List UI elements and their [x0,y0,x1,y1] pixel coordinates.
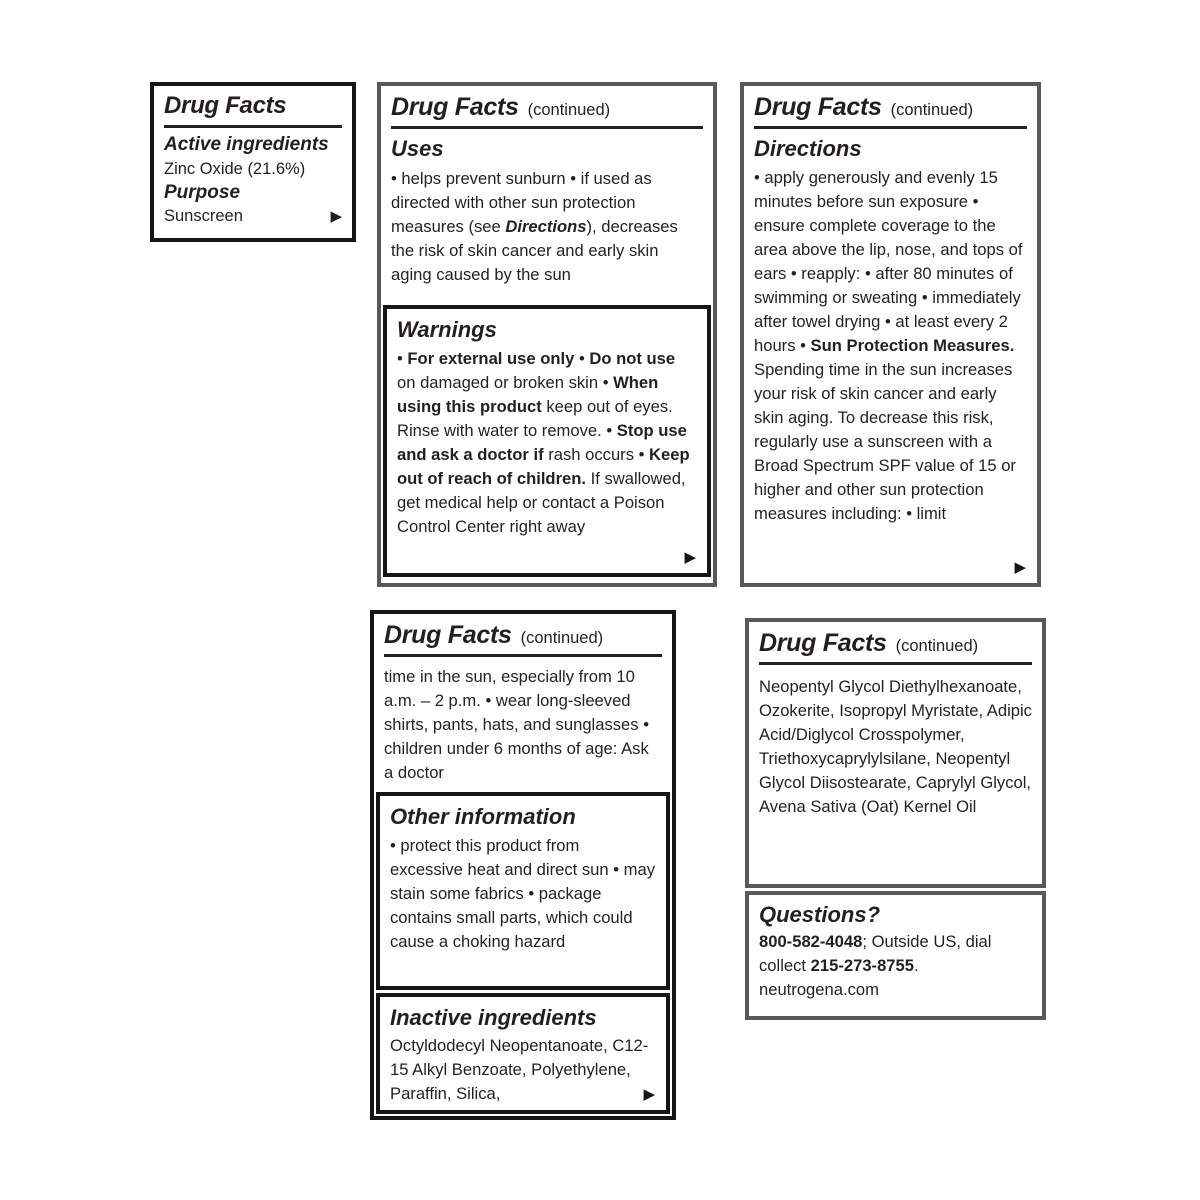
directions-heading: Directions [754,136,862,161]
directions-continuation-body: time in the sun, especially from 10 a.m. – 2 p.m. • wear long-sleeved shirts, pants, hats, and sunglasses • children under 6 months of age: Ask a doctor [384,667,649,782]
continued-label: (continued) [520,629,604,647]
inactive-ingredients-body: Octyldodecyl Neopentanoate, C12-15 Alkyl Benzoate, Polyethylene, Paraffin, Silica, [390,1036,649,1103]
drug-facts-title: Drug Facts (continued) [754,93,974,121]
continued-label: (continued) [895,637,979,655]
continue-arrow-icon: ▶ [330,208,342,226]
drug-facts-panel-other-inactive [370,610,676,1120]
other-information-heading: Other information [390,804,576,829]
drug-facts-panel-uses-warnings [377,82,717,587]
title-rule [391,126,703,129]
purpose-value: Sunscreen [164,207,243,226]
other-information-box [376,792,670,990]
drug-facts-title: Drug Facts (continued) [391,93,611,121]
active-ingredients-heading: Active ingredients [164,133,329,155]
drug-facts-panel-ingredients-continued [745,618,1046,888]
directions-body: • apply generously and evenly 15 minutes before sun exposure • ensure complete coverage to the area above the lip, nose, and tops of ears • reapply: • after 80 minutes of swimming or sweating • immediately after towel drying • at least every 2 hours • Sun Protection Measures. Spending time in the sun increases your risk of skin cancer and early skin aging. To decrease this risk, regularly use a sunscreen with a Broad Spectrum SPF value of 15 or higher and other sun protection measures including: • limit [754,167,1023,523]
active-ingredients-value: Zinc Oxide (21.6%) [164,159,306,178]
warnings-body: • For external use only • Do not use on damaged or broken skin • When using this product keep out of eyes. Rinse with water to remove. • Stop use and ask a doctor if rash occurs • Keep out of reach of children. If swallowed, get medical help or contact a Poison Control Center right away [397,348,690,536]
title-rule [759,662,1032,665]
continue-arrow-icon: ▶ [643,1086,655,1103]
continued-label: (continued) [890,101,974,119]
inactive-ingredients-box [376,993,670,1115]
warnings-heading: Warnings [397,317,497,342]
drug-facts-panel-directions [740,82,1041,587]
drug-facts-title: Drug Facts [164,92,287,119]
questions-panel [745,891,1046,1020]
purpose-heading: Purpose [164,181,241,203]
other-information-body: • protect this product from excessive heat and direct sun • may stain some fabrics • package contains small parts, which could cause a choking hazard [390,835,655,951]
title-rule [754,126,1027,129]
ingredients-continued-body: Neopentyl Glycol Diethylhexanoate, Ozokerite, Isopropyl Myristate, Adipic Acid/Diglycol Crosspolymer, Triethoxycaprylylsilane, Neopentyl Glycol Diisostearate, Caprylyl Glycol, Avena Sativa (Oat) Kernel Oil [759,677,1032,816]
drug-facts-panel-main [150,82,356,242]
questions-body: 800-582-4048; Outside US, dial collect 215-273-8755. neutrogena.com [759,932,992,1000]
drug-facts-title: Drug Facts (continued) [759,629,979,657]
drug-facts-title: Drug Facts (continued) [384,621,604,649]
title-rule [164,125,342,128]
inactive-ingredients-heading: Inactive ingredients [390,1004,597,1030]
questions-heading: Questions? [759,902,881,927]
uses-heading: Uses [391,136,444,161]
continue-arrow-icon: ▶ [1014,559,1026,576]
uses-body: • helps prevent sunburn • if used as directed with other sun protection measures (see Directions), decreases the risk of skin cancer and early skin aging caused by the sun [391,168,678,284]
continued-label: (continued) [527,101,611,119]
warnings-box [383,305,711,577]
title-rule [384,654,662,657]
continue-arrow-icon: ▶ [684,549,696,566]
